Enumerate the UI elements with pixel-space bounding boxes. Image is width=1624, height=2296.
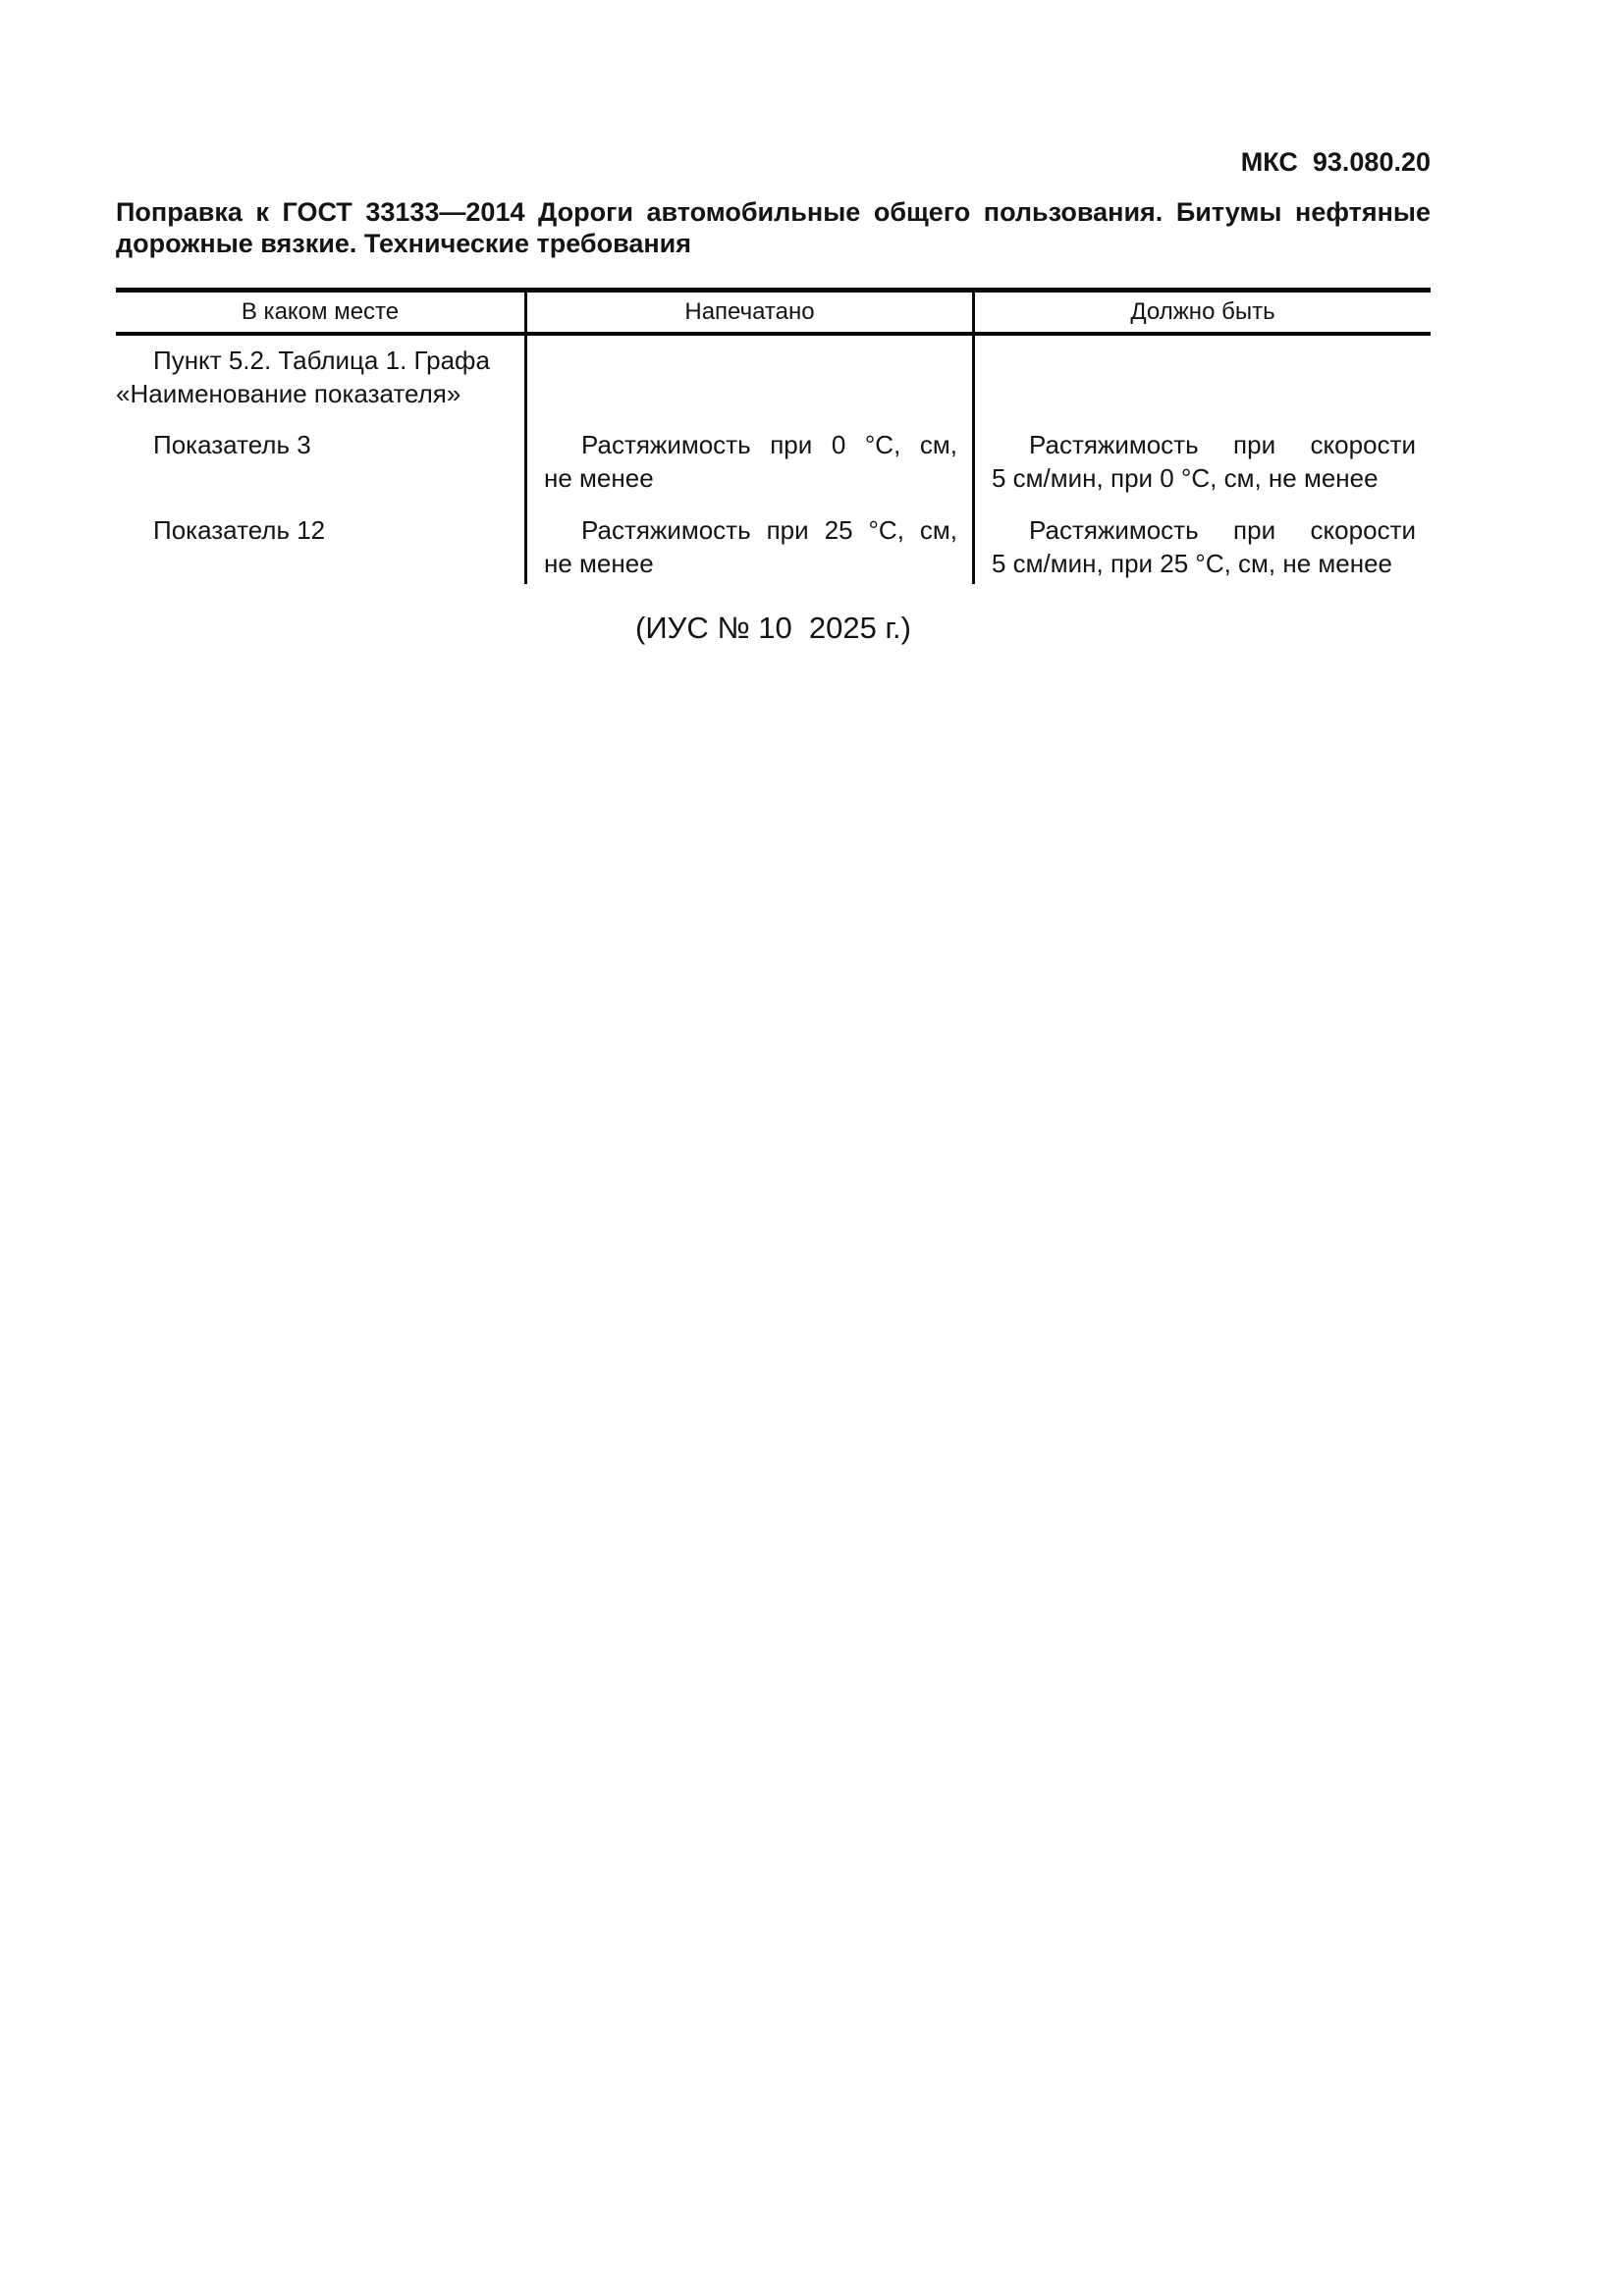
cell-line: Растяжимость при скорости <box>1029 515 1416 545</box>
table-body <box>116 336 1431 584</box>
cell-line: Показатель 12 <box>153 515 326 545</box>
cell-line: «Наименование показателя» <box>116 379 461 408</box>
cell-line: не менее <box>544 463 654 493</box>
cell-should-be-row-3 <box>972 511 1431 584</box>
ius-note: (ИУС № 10 2025 г.) <box>635 611 911 645</box>
page-content <box>116 0 1431 2296</box>
header-cell-printed: Напечатано <box>524 293 972 332</box>
cell-printed-row-2 <box>524 422 972 511</box>
cell-line: Растяжимость при 25 °С, см, <box>581 515 957 545</box>
document-title-line-1: Поправка к ГОСТ 33133—2014 Дороги автомобильные общего пользования. Битумы нефтяные <box>116 197 1431 227</box>
header-cell-should-be: Должно быть <box>972 293 1431 332</box>
cell-location-row-3 <box>116 511 524 584</box>
header-cell-location: В каком месте <box>241 298 400 325</box>
cell-line: 5 см/мин, при 0 °С, см, не менее <box>992 463 1379 493</box>
cell-line: Растяжимость при 0 °С, см, <box>581 430 957 459</box>
table-header-row <box>116 288 1431 336</box>
cell-line: Растяжимость при скорости <box>1029 430 1416 459</box>
cell-printed-row-3 <box>524 511 972 584</box>
cell-printed-row-1 <box>524 336 972 422</box>
document-title-line-2: дорожные вязкие. Технические требования <box>116 229 692 258</box>
cell-line: 5 см/мин, при 25 °С, см, не менее <box>992 549 1393 578</box>
cell-line: не менее <box>544 549 654 578</box>
document-title <box>116 196 1431 259</box>
cell-location-row-2 <box>116 422 524 511</box>
cell-should-be-row-1 <box>972 336 1431 422</box>
cell-line: Пункт 5.2. Таблица 1. Графа <box>153 346 490 375</box>
cell-line: Показатель 3 <box>153 430 311 459</box>
correction-table <box>116 288 1431 584</box>
mks-classification-code: МКС 93.080.20 <box>1240 147 1431 177</box>
cell-should-be-row-2 <box>972 422 1431 511</box>
cell-location-row-1 <box>116 336 524 422</box>
